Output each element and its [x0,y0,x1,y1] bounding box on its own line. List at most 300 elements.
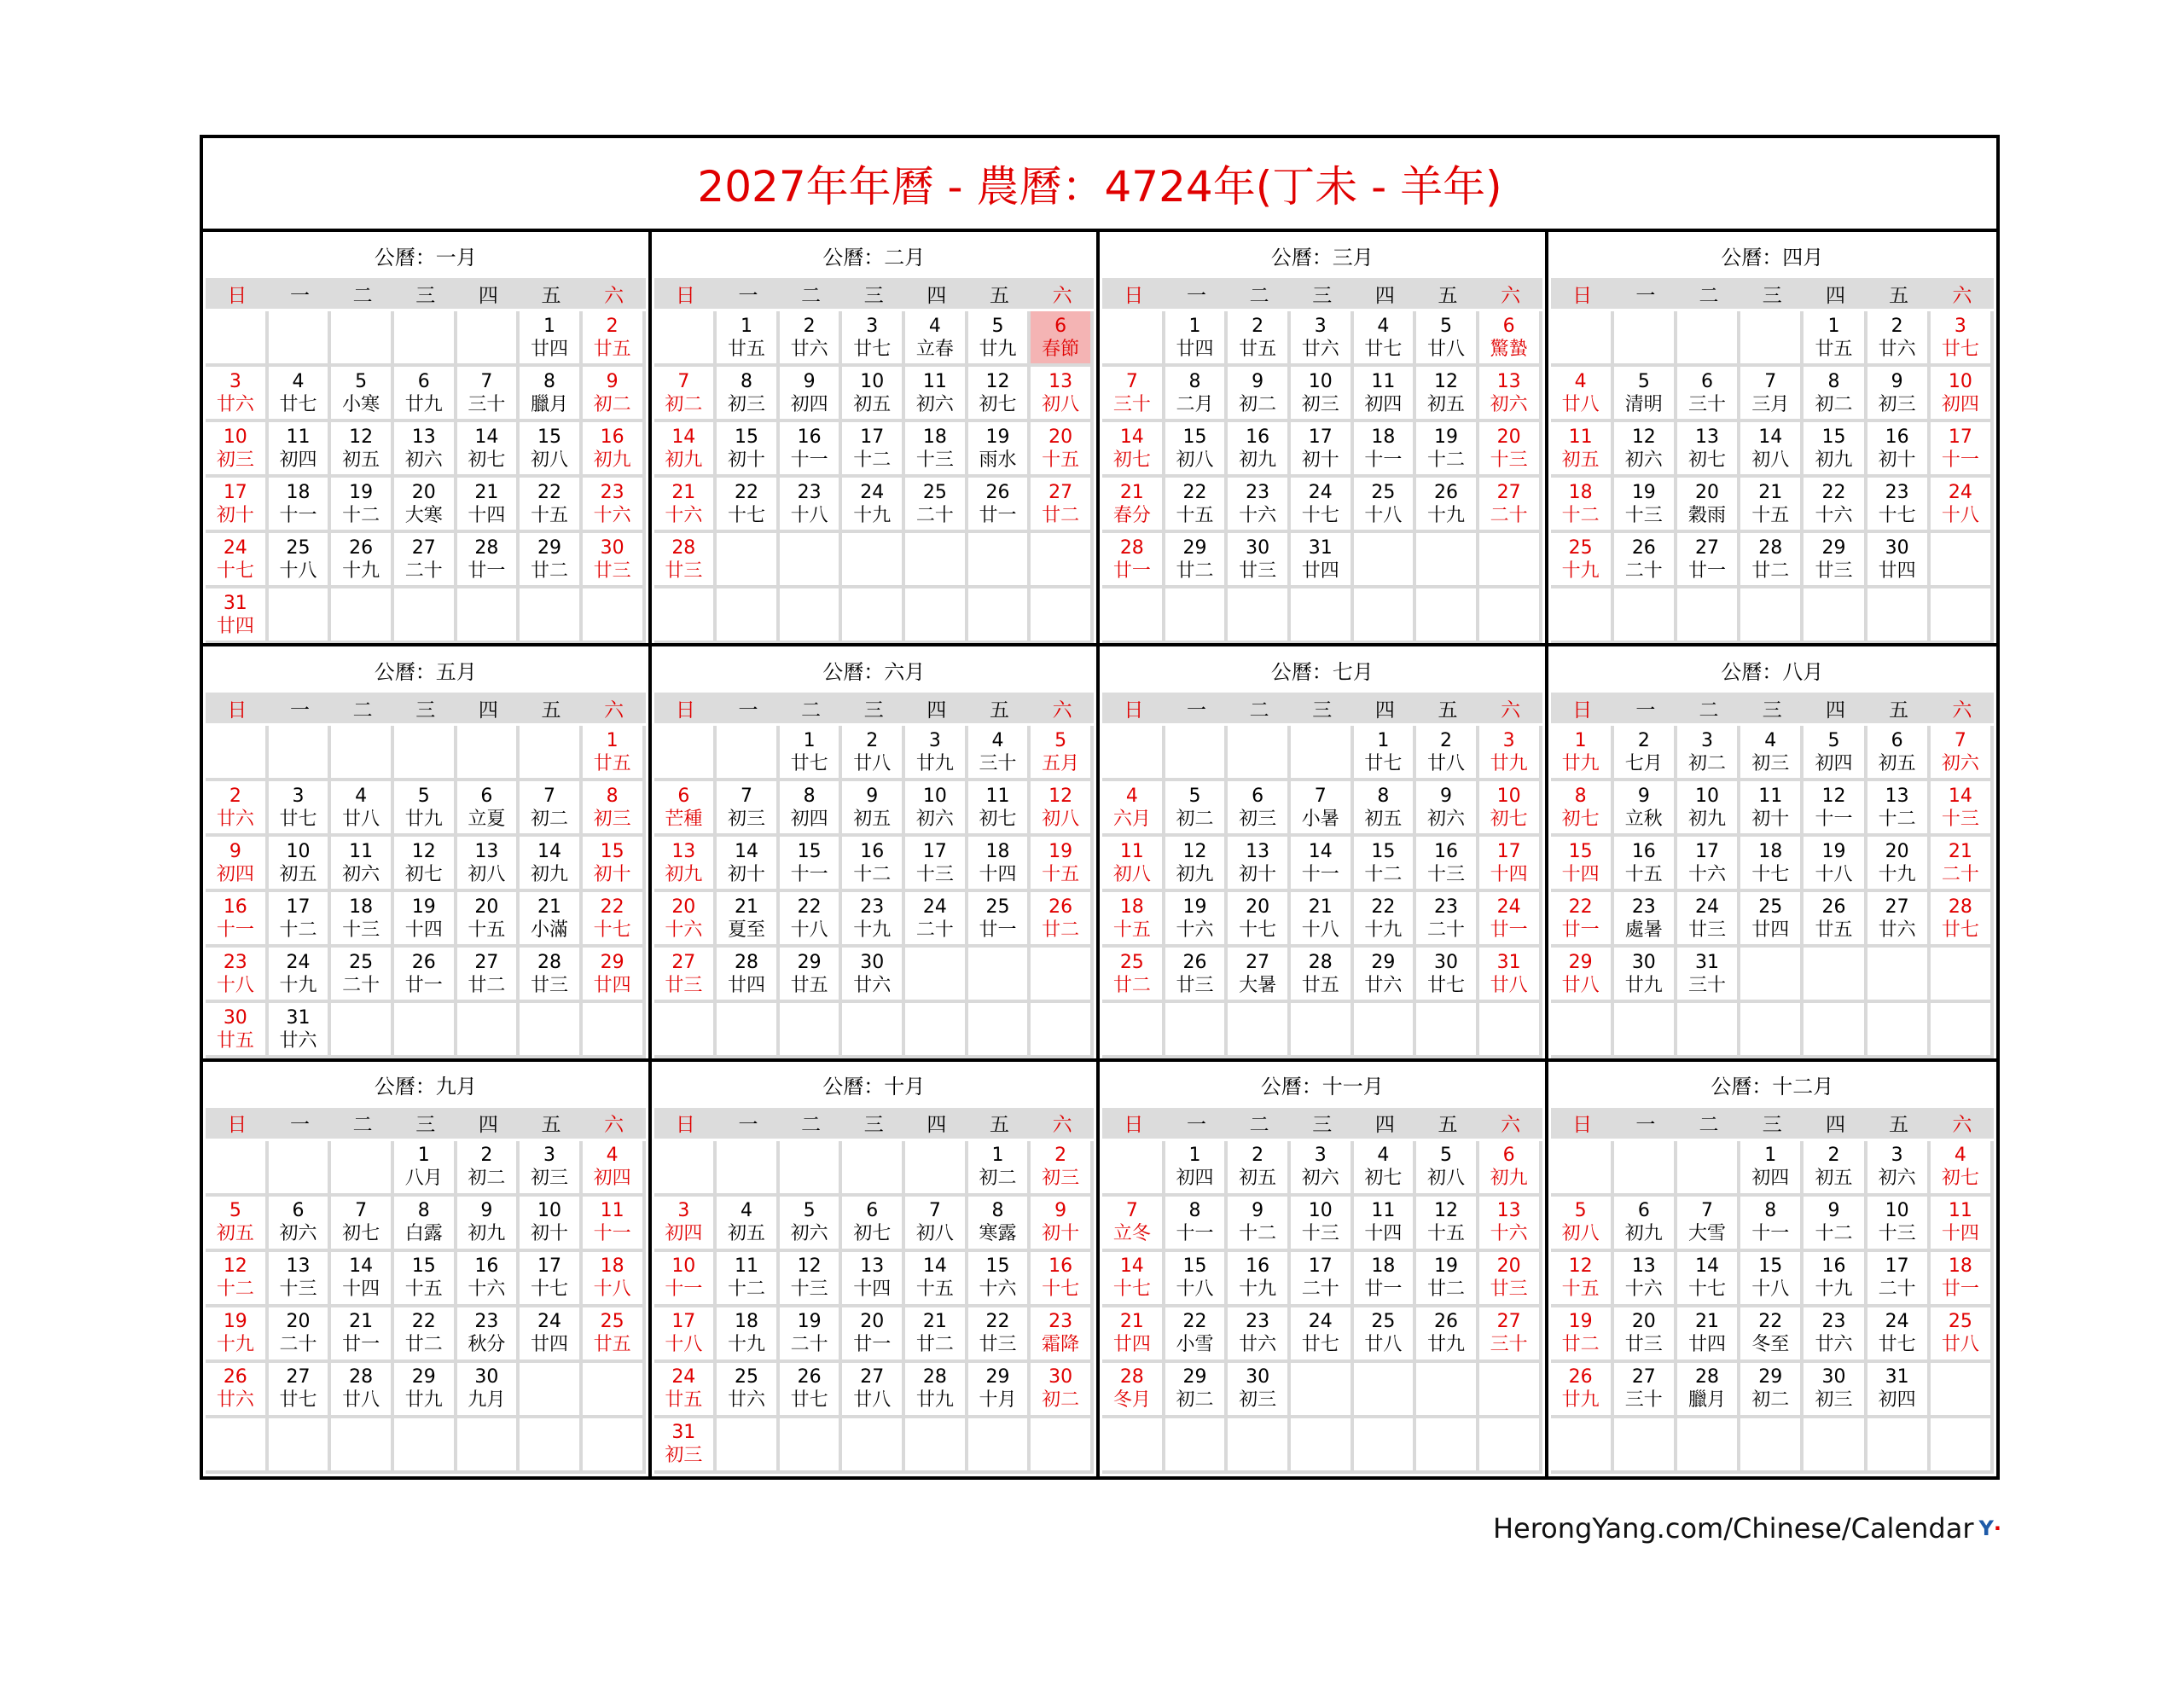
day-cell [1551,533,1614,588]
day-cell [842,478,905,533]
day-cell [1102,533,1165,588]
day-cell [583,1307,646,1363]
day-cell [269,948,332,1003]
empty-cell [1102,588,1165,644]
lunar-date: 初三 [1239,1389,1277,1412]
lunar-date: 十八 [1941,504,1979,526]
lunar-date: 初六 [1301,1168,1339,1190]
day-cell [1165,422,1228,478]
day-cell [457,1252,520,1307]
lunar-date: 小滿 [531,919,569,941]
lunar-date: 十七 [1042,1278,1080,1301]
lunar-date: 初三 [593,808,631,830]
lunar-date: 廿三 [1688,919,1727,941]
month-block [652,646,1101,1061]
day-number: 12 [1434,1200,1459,1222]
lunar-date: 廿三 [1624,1334,1663,1356]
day-cell [1551,1197,1614,1252]
lunar-date: 初二 [593,393,631,415]
lunar-date: 初八 [1561,1223,1600,1245]
lunar-date: 初九 [1815,449,1853,471]
day-cell [457,1141,520,1197]
day-number: 15 [797,840,822,862]
day-number: 26 [1631,536,1656,559]
day-number: 14 [537,840,562,862]
lunar-date: 十二 [727,1278,765,1301]
day-number: 1 [1574,729,1587,751]
empty-cell [654,1003,717,1058]
lunar-date: 初九 [665,449,703,471]
day-cell [780,422,843,478]
day-cell [1291,837,1354,892]
lunar-date: 廿八 [853,1389,892,1412]
day-number: 31 [1885,1366,1909,1388]
day-cell [1677,1307,1740,1363]
day-number: 18 [1568,481,1593,503]
day-number: 7 [355,1200,368,1222]
day-number: 5 [1574,1200,1587,1222]
day-cell [1479,892,1542,948]
day-number: 29 [985,1366,1010,1388]
lunar-date: 十一 [216,919,254,941]
day-number: 6 [1701,370,1714,392]
day-cell [269,781,332,837]
day-cell [269,1252,332,1307]
lunar-date: 初二 [1176,808,1214,830]
lunar-date: 十九 [342,559,380,582]
weekday-label: 日 [675,1114,695,1137]
day-cell [1804,1307,1867,1363]
day-number: 6 [1502,315,1515,337]
weekday-label: 三 [863,284,884,307]
lunar-date: 初十 [531,1223,569,1245]
empty-cell [780,533,843,588]
lunar-date: 初九 [468,1223,506,1245]
empty-cell [1551,1141,1614,1197]
day-number: 27 [1496,1311,1521,1333]
day-cell [1804,726,1867,781]
lunar-date: 廿九 [1427,1334,1466,1356]
lunar-date: 初六 [1878,1168,1916,1190]
day-cell [1551,781,1614,837]
lunar-date: 初四 [1878,1389,1916,1412]
day-cell [780,781,843,837]
day-cell [1102,367,1165,422]
day-number: 25 [985,896,1010,918]
day-number: 30 [860,951,885,973]
day-cell [905,781,968,837]
day-number: 2 [1440,729,1453,751]
day-number: 7 [677,370,690,392]
day-cell [1479,781,1542,837]
day-cell [457,1307,520,1363]
footer-url[interactable]: HerongYang.com/Chinese/Calendar [1492,1512,1974,1545]
lunar-date: 廿七 [1364,752,1403,774]
weekday-label: 一 [1186,699,1206,722]
day-cell [206,781,269,837]
lunar-date: 十五 [1042,863,1080,885]
day-number: 1 [740,315,752,337]
day-number: 14 [922,1255,947,1278]
lunar-date: 初三 [1815,1389,1853,1412]
weekday-label: 五 [1889,1114,1909,1137]
day-cell [1479,367,1542,422]
lunar-date: 初十 [1042,1223,1080,1245]
weekday-label: 六 [1952,1114,1972,1137]
day-number: 23 [223,951,247,973]
empty-cell [1804,1003,1867,1058]
day-number: 1 [803,729,816,751]
empty-cell [1416,533,1479,588]
day-cell [1165,948,1228,1003]
weekday-label: 三 [1762,699,1782,722]
day-number: 24 [1948,481,1972,503]
day-cell [206,948,269,1003]
day-number: 17 [860,426,885,448]
lunar-date: 廿二 [1427,1278,1466,1301]
weekday-label: 二 [801,699,822,722]
day-number: 22 [600,896,624,918]
day-number: 3 [677,1200,690,1222]
empty-cell [520,588,583,644]
day-number: 31 [1496,951,1521,973]
lunar-date: 臘月 [1688,1389,1727,1412]
day-number: 31 [1695,951,1720,973]
day-cell [1740,1197,1804,1252]
day-number: 21 [1758,481,1783,503]
day-number: 9 [1252,370,1264,392]
weekday-label: 日 [1572,1114,1593,1137]
lunar-date: 廿五 [1815,919,1853,941]
day-cell [1416,422,1479,478]
empty-cell [968,533,1031,588]
day-number: 6 [292,1200,305,1222]
day-cell [1228,1363,1291,1418]
lunar-date: 初八 [531,449,569,471]
day-cell [1031,422,1094,478]
weekday-label: 二 [1249,284,1269,307]
lunar-date: 初五 [1815,1168,1853,1190]
day-number: 15 [537,426,562,448]
day-number: 10 [1695,785,1720,807]
empty-cell [1291,1418,1354,1474]
lunar-date: 十四 [1364,1223,1403,1245]
lunar-date: 十二 [279,919,317,941]
day-cell [1165,367,1228,422]
lunar-date: 十三 [1878,1223,1916,1245]
lunar-date: 廿六 [790,338,828,360]
day-number: 20 [1885,840,1909,862]
days-grid [654,1141,1095,1474]
day-cell [1416,1252,1479,1307]
day-number: 4 [1764,729,1777,751]
day-number: 29 [600,951,624,973]
day-cell [1031,1307,1094,1363]
weekday-label: 六 [604,1114,624,1137]
day-number: 21 [734,896,758,918]
day-number: 26 [797,1366,822,1388]
day-number: 6 [1502,1145,1515,1167]
weekday-label: 二 [352,284,373,307]
day-cell [1931,726,1994,781]
lunar-date: 初三 [1878,393,1916,415]
weekday-label: 四 [1374,699,1395,722]
lunar-date: 初五 [279,863,317,885]
day-number: 21 [1119,481,1144,503]
empty-cell [206,311,269,367]
lunar-date: 夏至 [727,919,765,941]
day-cell [1867,726,1931,781]
lunar-date: 十七 [727,504,765,526]
empty-cell [457,588,520,644]
day-cell [1804,478,1867,533]
day-cell [1740,726,1804,781]
day-cell [1740,1252,1804,1307]
day-cell [1677,367,1740,422]
weekday-label: 一 [289,1114,310,1137]
lunar-date: 二十 [1941,863,1979,885]
day-cell [331,422,394,478]
lunar-date: 二十 [279,1334,317,1356]
day-cell [394,422,457,478]
empty-cell [331,1418,394,1474]
day-number: 4 [1125,785,1138,807]
lunar-date: 廿六 [1301,338,1339,360]
day-cell [1479,837,1542,892]
weekday-label: 日 [227,699,247,722]
day-cell [583,726,646,781]
lunar-date: 十六 [979,1278,1017,1301]
day-cell [1165,1252,1228,1307]
lunar-date: 廿三 [593,559,631,582]
empty-cell [1102,1003,1165,1058]
day-cell [1479,422,1542,478]
day-number: 4 [355,785,368,807]
empty-cell [968,588,1031,644]
weekday-label: 三 [863,699,884,722]
empty-cell [583,1418,646,1474]
lunar-date: 廿三 [1490,1278,1528,1301]
day-cell [654,892,717,948]
day-number: 15 [411,1255,436,1278]
day-number: 23 [1246,1311,1270,1333]
lunar-date: 冬月 [1112,1389,1151,1412]
day-cell [1354,422,1417,478]
day-number: 25 [1568,536,1593,559]
day-number: 8 [740,370,752,392]
day-number: 13 [286,1255,311,1278]
weekday-label: 三 [1762,1114,1782,1137]
lunar-date: 處暑 [1624,919,1663,941]
day-number: 24 [671,1366,696,1388]
day-cell [780,1307,843,1363]
day-number: 9 [1827,1200,1840,1222]
day-cell [1740,533,1804,588]
day-number: 13 [1246,840,1270,862]
day-cell [1479,1141,1542,1197]
weekday-header [654,1108,1095,1139]
lunar-date: 初三 [1239,808,1277,830]
day-number: 16 [860,840,885,862]
day-cell [1677,892,1740,948]
day-number: 8 [1574,785,1587,807]
day-cell [1931,1307,1994,1363]
day-cell [968,422,1031,478]
empty-cell [520,1418,583,1474]
lunar-date: 初七 [1490,808,1528,830]
day-cell [1416,1197,1479,1252]
lunar-date: 廿七 [853,338,892,360]
empty-cell [905,948,968,1003]
lunar-date: 十八 [593,1278,631,1301]
day-cell [1102,1307,1165,1363]
day-number: 19 [1434,1255,1459,1278]
day-number: 30 [223,1006,247,1029]
empty-cell [1102,726,1165,781]
month-title: 公曆：二月 [822,245,926,270]
empty-cell [1740,1418,1804,1474]
day-number: 16 [1821,1255,1846,1278]
day-number: 19 [1631,481,1656,503]
empty-cell [968,1003,1031,1058]
day-cell [583,533,646,588]
day-number: 23 [797,481,822,503]
day-cell [717,781,780,837]
day-number: 8 [1188,1200,1201,1222]
empty-cell [842,1003,905,1058]
day-cell [394,892,457,948]
day-number: 1 [1827,315,1840,337]
lunar-date: 廿一 [342,1334,380,1356]
month-title: 公曆：三月 [1270,245,1374,270]
lunar-date: 初七 [468,449,506,471]
day-cell [654,478,717,533]
day-number: 20 [411,481,436,503]
day-cell [1867,533,1931,588]
lunar-date: 初二 [531,808,569,830]
day-cell [654,1197,717,1252]
day-cell [654,948,717,1003]
lunar-date: 十七 [593,919,631,941]
day-cell [1228,1141,1291,1197]
lunar-date: 十八 [1751,1278,1790,1301]
day-number: 6 [480,785,493,807]
lunar-date: 十九 [1427,504,1466,526]
day-number: 9 [1637,785,1650,807]
weekday-label: 日 [227,1114,247,1137]
day-number: 12 [1821,785,1846,807]
day-number: 1 [991,1145,1004,1167]
day-number: 23 [600,481,624,503]
day-number: 22 [1182,1311,1207,1333]
day-number: 1 [1188,315,1201,337]
lunar-date: 廿五 [790,974,828,996]
lunar-date: 十二 [1364,863,1403,885]
day-cell [1804,781,1867,837]
lunar-date: 小寒 [342,393,380,415]
lunar-date: 廿二 [468,974,506,996]
lunar-date: 廿三 [665,559,703,582]
day-cell [269,1197,332,1252]
day-cell [331,1197,394,1252]
weekday-label: 三 [1312,699,1333,722]
empty-cell [1165,1418,1228,1474]
lunar-date: 初三 [216,449,254,471]
empty-cell [717,1141,780,1197]
day-cell [905,311,968,367]
lunar-date: 廿八 [1490,974,1528,996]
day-number: 7 [1701,1200,1714,1222]
empty-cell [717,1003,780,1058]
day-cell [1931,781,1994,837]
lunar-date: 二十 [1301,1278,1339,1301]
lunar-date: 廿五 [593,752,631,774]
days-grid [206,1141,646,1474]
empty-cell [269,588,332,644]
lunar-date: 初七 [342,1223,380,1245]
day-cell [905,892,968,948]
day-cell [717,367,780,422]
day-number: 29 [1182,1366,1207,1388]
lunar-date: 廿一 [1688,559,1727,582]
day-number: 24 [1496,896,1521,918]
lunar-date: 十四 [342,1278,380,1301]
lunar-date: 廿四 [1751,919,1790,941]
day-number: 30 [1246,536,1270,559]
empty-cell [1416,1418,1479,1474]
lunar-date: 三十 [979,752,1017,774]
day-number: 9 [1054,1200,1067,1222]
day-cell [269,533,332,588]
lunar-date: 霜降 [1042,1334,1080,1356]
lunar-date: 初五 [853,393,892,415]
day-cell [1031,892,1094,948]
month-block [203,646,652,1061]
lunar-date: 初七 [1941,1168,1979,1190]
day-cell [1740,367,1804,422]
day-number: 7 [740,785,752,807]
day-number: 18 [985,840,1010,862]
day-number: 13 [1885,785,1909,807]
day-number: 4 [991,729,1004,751]
day-number: 20 [1631,1311,1656,1333]
day-number: 8 [417,1200,430,1222]
lunar-date: 十八 [1364,504,1403,526]
empty-cell [520,1003,583,1058]
empty-cell [331,1003,394,1058]
day-number: 8 [1764,1200,1777,1222]
weekday-label: 四 [478,699,498,722]
empty-cell [1804,1418,1867,1474]
day-cell [206,1252,269,1307]
empty-cell [1479,1363,1542,1418]
day-number: 10 [1308,1200,1333,1222]
lunar-date: 廿九 [1490,752,1528,774]
day-cell [394,1307,457,1363]
day-cell [968,1307,1031,1363]
day-cell [583,1252,646,1307]
day-number: 2 [803,315,816,337]
lunar-date: 廿五 [593,338,631,360]
weekday-header [206,278,646,309]
empty-cell [717,726,780,781]
lunar-date: 十六 [1239,504,1277,526]
day-cell [206,1003,269,1058]
day-number: 4 [928,315,941,337]
day-cell [1551,1252,1614,1307]
day-number: 28 [1695,1366,1720,1388]
day-cell [520,533,583,588]
